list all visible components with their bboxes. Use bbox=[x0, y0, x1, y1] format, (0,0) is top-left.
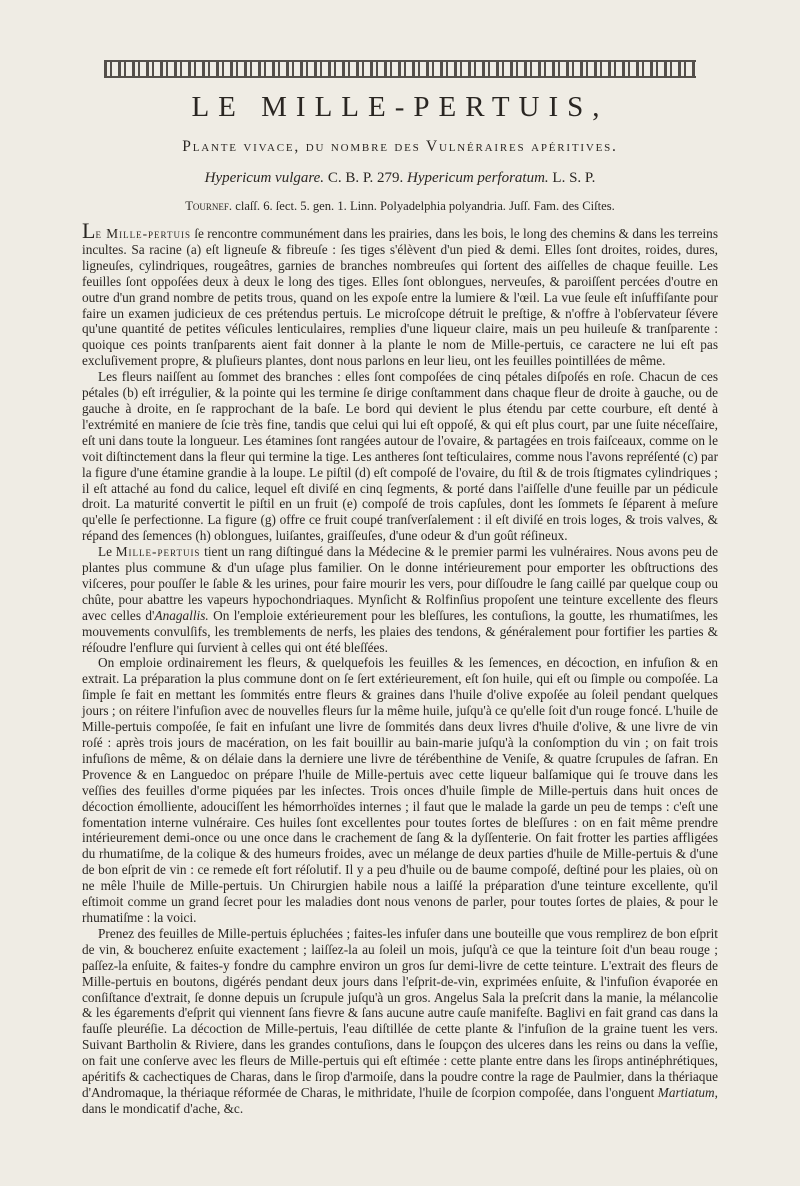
synonym-1-ref: C. B. P. 279. bbox=[324, 170, 408, 186]
page-title: LE MILLE-PERTUIS, bbox=[191, 91, 609, 123]
paragraph-4: On emploie ordinairement les fleurs, & quelquefois les feuilles & les ſemences, en décoction, en infuſion & en extrait. La préparation la plus commune dont on ſe ſert extérieurement, eſt ſon huile, qui eſt ou ſimple ou compoſée. La ſimple ſe fait en mettant les ſommités entre fleurs & graines dans l'huile d'olive expoſée au ſoleil pendant quelques jours ; on réitere l'infuſion avec de nouvelles fleurs ſur la même huile, juſqu'à ce qu'elle ſoit d'un rouge foncé. L'huile de Mille-pertuis compoſée, ſe fait en infuſant une livre de ſommités dans deux livres d'huile d'olive, & une livre de vin roſé : après trois jours de macération, on les fait bouillir au bain-marie juſqu'à la conſomption du vin ; on fait trois infuſions de même, & on délaie dans la derniere une livre de térébenthine de Veniſe, & quatre ſcrupules de ſafran. En Provence & en Languedoc on prépare l'huile de Mille-pertuis avec cette liqueur balſamique qui ſe trouve dans les veſſies des feuilles d'orme piquées par les inſectes. Trois onces d'huile ſimple de Mille-pertuis dans huit onces de décoction émolliente, adouciſſent les hémorrhoïdes internes ; il faut que le malade la garde un peu de temps : c'eſt une fomentation interne vulnéraire. Ces huiles ſont excellentes pour toutes ſortes de bleſſures : on en fait même prendre intérieurement demi-once ou une once dans le crachement de ſang & la dyſſenterie. On fait frotter les parties affligées du rhumatiſme, de la colique & des humeurs froides, avec un mélange de deux parties d'huile de Mille-pertuis & d'une de bon eſprit de vin : ce remede eſt fort réſolutif. Il y a peu d'huile ou de baume compoſé, deſtiné pour les plaies, où on ne mêle l'huile de Mille-pertuis. Un Chirurgien habile nous a laiſſé la préparation d'une teinture excellente, qu'il eſtimoit comme un grand ſecret pour les maladies dont nous venons de parler, pour toutes ſortes de plaies, & pour le rhumatiſme : la voici. bbox=[82, 655, 718, 925]
paragraph-5-tail: , dans le mondicatif d'ache, &c. bbox=[82, 1084, 718, 1116]
paragraph-3-italic: Anagallis. bbox=[154, 607, 209, 623]
paragraph-2: Les fleurs naiſſent au ſommet des branches : elles ſont compoſées de cinq pétales diſpoſés en roſe. Chacun de ces pétales (b) eſt irrégulier, & la pointe qui les termine ſe dirige conſtamment dans chaque fleur de droite à gauche, ou de gauche à droite, en ſe rapprochant de la baſe. Le bord qui devient le plus étendu par cette courbure, eſt denté à l'extrémité en maniere de ſcie très fine, tandis que celui qui lui eſt oppoſé, & qui eſt plus court, par une ſuite néceſſaire, eſt uni dans toute la longueur. Les étamines ſont rangées autour de l'ovaire, & partagées en trois faiſceaux, comme on le voit diſtinctement dans la fleur qui termine la tige. Les antheres ſont teſticulaires, comme nous l'avons repréſenté (c) par la figure d'une étamine grandie à la loupe. Le piſtil (d) eſt compoſé de l'ovaire, du ſtil & de trois ſtigmates cylindriques ; il eſt attaché au fond du calice, lequel eſt diviſé en cinq ſegments, & porté dans l'aiſſelle d'une feuille par un pédicule droit. La maturité convertit le piſtil en un fruit (e) compoſé de trois capſules, dont les ſommets ſe ſéparent à meſure qu'elle ſe perfectionne. La figure (g) offre ce fruit coupé tranſverſalement : il eſt diviſé en trois loges, & trois valves, & répand des ſemences (h) oblongues, luiſantes, graiſſeuſes, d'une odeur & d'un goût réſineux. bbox=[82, 369, 718, 544]
paragraph-3 bbox=[82, 544, 718, 655]
paragraph-3-name: Mille-pertuis bbox=[115, 544, 201, 560]
taxonomy-author: Tournef. bbox=[185, 199, 233, 213]
article-body bbox=[82, 218, 719, 1117]
drop-cap: L bbox=[82, 218, 96, 243]
paragraph-5-text: Prenez des feuilles de Mille-pertuis épluchées ; faites-les infuſer dans une bouteille que vous remplirez de bon eſprit de vin, & boucherez enſuite exactement ; laiſſez-la au ſoleil un mois, juſqu'à ce que la teinture ſoit d'un beau rouge ; paſſez-la enſuite, & faites-y fondre du camphre environ un gros ſur demi-livre de cette teinture. L'extrait des fleurs de Mille-pertuis en boutons, digérés pendant deux jours dans l'eſprit-de-vin, exprimées enſuite, & l'infuſion évaporée en conſiſtance d'extrait, ſe donne depuis un ſcrupule juſqu'à un gros. Angelus Sala la preſcrit dans la manie, la mélancolie & les égarements d'eſprit qui viennent ſans fievre & ſans aucune autre cauſe manifeſte. Baglivi en fait grand cas dans la fauſſe pleuréſie. La décoction de Mille-pertuis, l'eau diſtillée de cette plante & l'infuſion de la graine tuent les vers. Suivant Bartholin & Riviere, dans les grandes contuſions, dans le ſoupçon des ulceres dans les reins ou dans la veſſie, on fait une conſerve avec les fleurs de Mille-pertuis qui eſt eſtimée : cette plante entre dans les ſirops antinéphrétiques, apéritifs & cachectiques de Charas, dans le ſirop d'armoiſe, dans la poudre contre la rage de Paulmier, dans la thériaque d'Andromaque, la thériaque réformée de Charas, le mithridate, l'huile de ſcorpion compoſée, dans l'onguent bbox=[82, 925, 718, 1100]
synonym-2-ref: L. S. P. bbox=[548, 170, 596, 186]
paragraph-5-italic: Martiatum bbox=[657, 1084, 715, 1100]
synonym-2-name: Hypericum perforatum. bbox=[407, 170, 549, 186]
synonyms-line bbox=[82, 170, 718, 187]
taxonomy-line bbox=[82, 199, 718, 214]
paragraph-3-tail: On l'emploie extérieurement pour les bleſſures, les contuſions, la goutte, les rhumatiſmes, les mouvements convulſifs, les tremblements de nerfs, les plaies des tendons, & généralement pour fortifier les parties & réſoudre l'enflure qui ſurvient à celles qui ont été bleſſées. bbox=[82, 607, 718, 655]
paragraph-3-text: tient un rang diſtingué dans la Médecine & le premier parmi les vulnéraires. Nous avons peu de plantes plus commune & d'un uſage plus familier. On le donne intérieurement pour emporter les obſtructions des viſceres, pour pouſſer le ſable & les urines, pour faire mourir les vers, pour diſſoudre le ſang caillé par quelque coup ou chûte, pour abattre les vapeurs hypochondriaques. Mynſicht & Rolfinſius propoſent une teinture excellente des fleurs avec celles d' bbox=[82, 544, 718, 623]
paragraph-3-lead: Le bbox=[98, 544, 116, 560]
taxonomy-text: claſſ. 6. ſect. 5. gen. 1. Linn. Polyadelphia polyandria. Juſſ. Fam. des Ciſtes. bbox=[232, 199, 615, 213]
paragraph-5 bbox=[82, 926, 718, 1117]
subtitle: Plante vivace, du nombre des Vulnéraires apéritives. bbox=[182, 138, 618, 155]
paragraph-1-text: ſe rencontre communément dans les prairies, dans les bois, le long des chemins & dans les terreins incultes. Sa racine (a) eſt ligneuſe & fibreuſe : ſes tiges s'élèvent d'un pied & demi. Elles ſont droites, roides, dures, ligneuſes, cylindriques, rougeâtres, garnies de branches nombreuſes qui ſortent des aiſſelles de chaque feuille. Les feuilles ſont oppoſées deux à deux le long des tiges. Elles ſont oblongues, nerveuſes, & paroiſſent percées d'outre en outre d'un grand nombre de petits trous, quand on les expoſe entre la lumiere & l'œil. La vue ſeule eſt inſuffiſante pour faire un examen judicieux de ces prétendus pertuis. Le microſcope détruit le preſtige, & n'offre à l'obſervateur ſévere qu'une quantité de petites véſicules lenticulaires, remplies d'une liqueur claire, mais un peu huileuſe & tranſparente : quoique ces points tranſparents aient fait donner à la plante le nom de Mille-pertuis, ce caractere ne lui eſt pas excluſivement propre, & pluſieurs plantes, dont nous parlons en leur lieu, ont les feuilles pointillées de même. bbox=[82, 226, 719, 369]
paragraph-1-lead: e Mille-pertuis bbox=[95, 226, 191, 241]
synonym-1-name: Hypericum vulgare. bbox=[204, 170, 325, 186]
header-ornament bbox=[104, 60, 696, 78]
paragraph-1 bbox=[82, 218, 719, 369]
